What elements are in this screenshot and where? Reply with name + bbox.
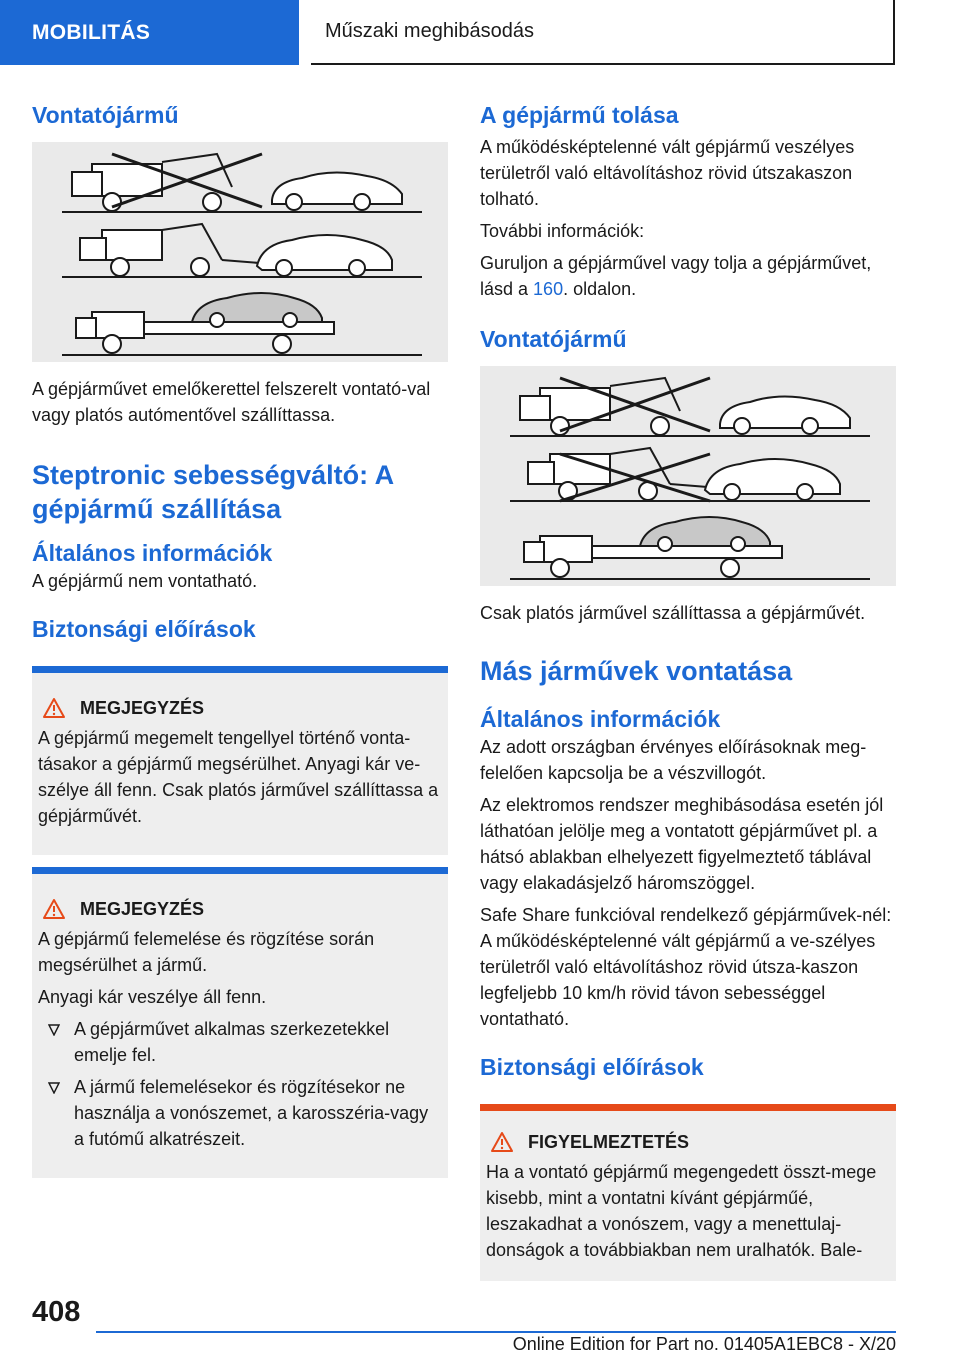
note-title: MEGJEGYZÉS [80, 898, 205, 919]
warning-header [486, 1129, 890, 1155]
warning-triangle-icon [42, 898, 66, 920]
roll-text: Guruljon a gépjárművel vagy tolja a gépjárművet, lásd a 160. oldalon. [480, 253, 872, 299]
flatbed-caption: Csak platós járművel szállíttassa a gépjárművét. [480, 603, 866, 623]
towing-illustration [32, 142, 448, 362]
note-text: Anyagi kár veszélye áll fenn. [38, 987, 267, 1007]
push-text: A működésképtelenné vált gépjármű veszélyes területről való eltávolításhoz rövid útszakaszon tolható. [480, 137, 855, 209]
heading-safety: Biztonsági előírások [480, 1054, 704, 1080]
note-header [38, 695, 442, 721]
tow-caption: A gépjárművet emelőkerettel felszerelt vontató-val vagy platós autómentővel szállíttassa. [32, 379, 431, 425]
section-title: Műszaki meghibásodás [311, 0, 895, 65]
note-bullet-list [38, 1016, 442, 1152]
bullet-triangle-icon [48, 1082, 60, 1094]
paragraph-electrical-failure: Az elektromos rendszer meghibásodása esetén jól láthatóan jelölje meg a vontatott gépjárművet pl. a hátsó ablakban elhelyezett figyelmeztető táblával vagy elakadásjelző háromszöggel. [480, 795, 884, 893]
warning-triangle-icon [42, 697, 66, 719]
page-link[interactable]: 160 [533, 279, 564, 299]
heading-push-vehicle: A gépjármű tolása [480, 102, 679, 128]
warning-text: Ha a vontató gépjármű megengedett összt-mege kisebb, mint a vontatni kívánt gépjárműé, leszakadhat a vonószem, vagy a menettulaj-donságok a továbbiakban nem uralhatók. Bale- [486, 1162, 877, 1260]
heading-other-vehicles: Más járművek vontatása [480, 656, 793, 686]
footer-divider [96, 1331, 896, 1333]
footer-edition: Online Edition for Part no. 01405A1EBC8 - X/20 [512, 1334, 896, 1354]
note-box-2 [32, 867, 448, 1178]
list-item: A gépjárművet alkalmas szerkezetekkel emelje fel. [38, 1016, 442, 1068]
chapter-tab[interactable]: MOBILITÁS [0, 0, 299, 65]
heading-tow-vehicle: Vontatójármű [480, 326, 627, 352]
towing-methods-icon [480, 366, 896, 586]
heading-steptronic: Steptronic sebességváltó: A gépjármű szállítása [32, 460, 394, 524]
note-title: MEGJEGYZÉS [80, 697, 205, 718]
paragraph-safe-share: Safe Share funkcióval rendelkező gépjárművek-nél: A működésképtelenné vált gépjármű a ve-szélyes területről való eltávolításhoz rövid útsza-kaszon legfeljebb 10 km/h rövid távon sebességgel vontatható. [480, 905, 892, 1029]
towing-methods-icon [32, 142, 448, 362]
note-text: A gépjármű felemelése és rögzítése során megsérülhet a jármű. [38, 929, 375, 975]
note-box-1 [32, 666, 448, 855]
page-number: 408 [32, 1296, 81, 1328]
warning-title: FIGYELMEZTETÉS [528, 1131, 690, 1152]
note-text: A gépjármű megemelt tengellyel történő vonta-tásakor a gépjármű megsérülhet. Anyagi kár ve-szélye áll fenn. Csak platós járművel szállíttassa a gépjárművét. [38, 728, 439, 826]
left-column [32, 100, 448, 1178]
warning-triangle-icon [490, 1131, 514, 1153]
warning-box [480, 1104, 896, 1281]
right-column [480, 100, 896, 1281]
paragraph-hazard-lights: Az adott országban érvényes előírásoknak meg-felelően kapcsolja be a vészvillogót. [480, 737, 867, 783]
more-info-label: További információk: [480, 221, 645, 241]
heading-tow-vehicle: Vontatójármű [32, 102, 179, 128]
general-text: A gépjármű nem vontatható. [32, 571, 258, 591]
flatbed-illustration [480, 366, 896, 586]
bullet-triangle-icon [48, 1024, 60, 1036]
heading-general-info: Általános információk [32, 540, 273, 566]
list-item: A jármű felemelésekor és rögzítésekor ne használja a vonószemet, a karosszéria-vagy a futómű alkatrészeit. [38, 1074, 442, 1152]
heading-safety: Biztonsági előírások [32, 616, 256, 642]
heading-general-info: Általános információk [480, 706, 721, 732]
note-header [38, 896, 442, 922]
